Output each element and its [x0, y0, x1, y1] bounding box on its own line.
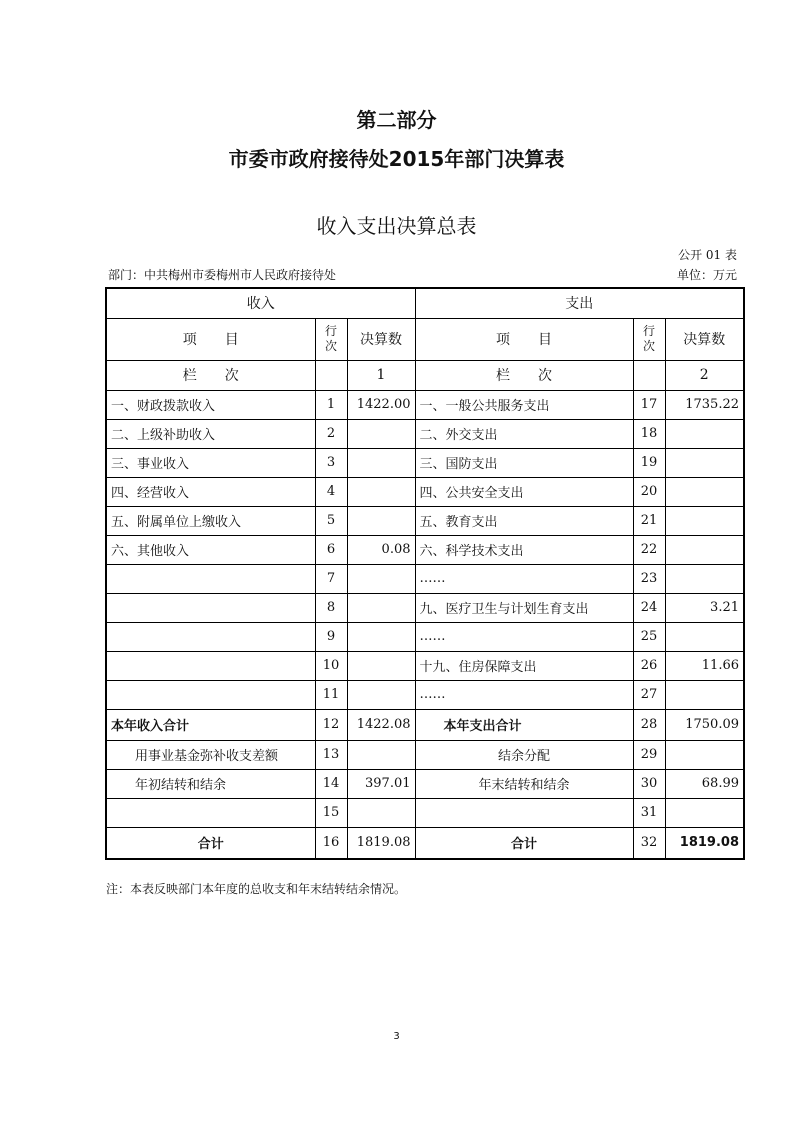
expense-rowno-cell: 31 [633, 798, 665, 827]
expense-lanci-label: 栏 次 [415, 360, 633, 390]
income-col-number: 1 [347, 360, 415, 390]
expense-lanci-blank [633, 360, 665, 390]
expense-item-cell: …… [415, 680, 633, 709]
part-title: 第二部分 [356, 108, 437, 132]
income-amount-col-header: 决算数 [347, 318, 415, 360]
expense-item-cell: 十九、住房保障支出 [415, 651, 633, 680]
income-amount-cell [347, 593, 415, 622]
expense-rowno-cell: 25 [633, 622, 665, 651]
table-row [106, 535, 744, 564]
page-number: 3 [393, 1031, 400, 1042]
income-amount-cell [347, 651, 415, 680]
income-lanci-blank [315, 360, 347, 390]
expense-amount-cell: 11.66 [665, 651, 744, 680]
column-number-row [106, 360, 744, 390]
income-amount-cell: 397.01 [347, 769, 415, 798]
expense-rowno-cell: 20 [633, 477, 665, 506]
expense-amount-cell [665, 477, 744, 506]
expense-rowno-cell: 21 [633, 506, 665, 535]
income-rowno-col-header [315, 318, 347, 360]
expense-rowno-cell: 32 [633, 827, 665, 859]
income-amount-cell: 1422.08 [347, 709, 415, 740]
income-header: 收入 [106, 288, 415, 318]
table-row [106, 622, 744, 651]
table-title: 收入支出决算总表 [316, 214, 477, 238]
income-amount-cell: 1422.00 [347, 390, 415, 419]
grand-total-row [106, 827, 744, 859]
expense-amount-cell: 1819.08 [665, 827, 744, 859]
table-row [106, 506, 744, 535]
unit-label: 单位：万元 [676, 268, 737, 282]
income-item-cell [106, 798, 315, 827]
income-rowno-cell: 12 [315, 709, 347, 740]
expense-amount-cell: 1735.22 [665, 390, 744, 419]
rowno-char-1: 行 [642, 324, 655, 338]
income-item-cell [106, 680, 315, 709]
subtotal-row [106, 709, 744, 740]
income-rowno-cell: 2 [315, 419, 347, 448]
income-rowno-cell: 11 [315, 680, 347, 709]
income-amount-cell: 1819.08 [347, 827, 415, 859]
expense-item-cell: 结余分配 [415, 740, 633, 769]
expense-item-col-header: 项 目 [415, 318, 633, 360]
income-rowno-cell: 16 [315, 827, 347, 859]
expense-rowno-cell: 28 [633, 709, 665, 740]
expense-rowno-cell: 18 [633, 419, 665, 448]
expense-item-cell [415, 798, 633, 827]
expense-amount-cell: 1750.09 [665, 709, 744, 740]
income-item-cell: 本年收入合计 [106, 709, 315, 740]
expense-item-cell: 四、公共安全支出 [415, 477, 633, 506]
expense-item-cell: …… [415, 622, 633, 651]
income-amount-cell [347, 477, 415, 506]
expense-amount-cell [665, 419, 744, 448]
expense-rowno-cell: 27 [633, 680, 665, 709]
income-item-cell: 一、财政拨款收入 [106, 390, 315, 419]
table-row [106, 477, 744, 506]
income-amount-cell [347, 506, 415, 535]
expense-amount-cell: 68.99 [665, 769, 744, 798]
income-rowno-cell: 4 [315, 477, 347, 506]
expense-item-cell: 一、一般公共服务支出 [415, 390, 633, 419]
table-row [106, 593, 744, 622]
expense-item-cell: 六、科学技术支出 [415, 535, 633, 564]
income-item-cell: 四、经营收入 [106, 477, 315, 506]
table-row [106, 448, 744, 477]
table-note: 注：本表反映部门本年度的总收支和年末结转结余情况。 [106, 882, 407, 896]
rowno-char-2: 次 [324, 339, 337, 353]
expense-item-cell: 三、国防支出 [415, 448, 633, 477]
income-amount-cell [347, 798, 415, 827]
document-title: 市委市政府接待处2015年部门决算表 [228, 147, 565, 171]
income-item-cell: 五、附属单位上缴收入 [106, 506, 315, 535]
expense-amount-cell [665, 680, 744, 709]
expense-amount-cell [665, 564, 744, 593]
income-rowno-cell: 3 [315, 448, 347, 477]
table-row [106, 798, 744, 827]
expense-header: 支出 [415, 288, 744, 318]
column-header-row [106, 318, 744, 360]
income-item-cell: 三、事业收入 [106, 448, 315, 477]
expense-item-cell: …… [415, 564, 633, 593]
table-row [106, 651, 744, 680]
table-row [106, 769, 744, 798]
income-rowno-cell: 7 [315, 564, 347, 593]
income-amount-cell [347, 419, 415, 448]
income-rowno-cell: 15 [315, 798, 347, 827]
income-amount-cell: 0.08 [347, 535, 415, 564]
income-rowno-cell: 13 [315, 740, 347, 769]
expense-item-cell: 九、医疗卫生与计划生育支出 [415, 593, 633, 622]
income-amount-cell [347, 564, 415, 593]
income-item-cell: 二、上级补助收入 [106, 419, 315, 448]
income-item-cell: 用事业基金弥补收支差额 [106, 740, 315, 769]
income-item-cell [106, 622, 315, 651]
income-amount-cell [347, 680, 415, 709]
expense-item-cell: 二、外交支出 [415, 419, 633, 448]
income-amount-cell [347, 622, 415, 651]
income-rowno-cell: 14 [315, 769, 347, 798]
expense-item-cell: 合计 [415, 827, 633, 859]
expense-rowno-cell: 29 [633, 740, 665, 769]
income-item-cell [106, 593, 315, 622]
income-item-cell [106, 564, 315, 593]
expense-rowno-cell: 17 [633, 390, 665, 419]
expense-rowno-col-header [633, 318, 665, 360]
income-rowno-cell: 8 [315, 593, 347, 622]
form-number: 公开 01 表 [678, 248, 737, 262]
rowno-char-1: 行 [324, 324, 337, 338]
expense-amount-cell: 3.21 [665, 593, 744, 622]
expense-item-cell: 年末结转和结余 [415, 769, 633, 798]
expense-amount-cell [665, 622, 744, 651]
expense-amount-cell [665, 740, 744, 769]
expense-amount-cell [665, 798, 744, 827]
department-label: 部门：中共梅州市委梅州市人民政府接待处 [108, 268, 337, 282]
expense-rowno-cell: 26 [633, 651, 665, 680]
table-row [106, 390, 744, 419]
income-rowno-cell: 5 [315, 506, 347, 535]
income-item-cell: 六、其他收入 [106, 535, 315, 564]
income-expense-table [105, 287, 745, 860]
expense-rowno-cell: 23 [633, 564, 665, 593]
expense-col-number: 2 [665, 360, 744, 390]
expense-amount-cell [665, 506, 744, 535]
section-header-row [106, 288, 744, 318]
income-amount-cell [347, 740, 415, 769]
income-rowno-cell: 6 [315, 535, 347, 564]
income-item-col-header: 项 目 [106, 318, 315, 360]
table-row [106, 419, 744, 448]
table-row [106, 564, 744, 593]
income-lanci-label: 栏 次 [106, 360, 315, 390]
table-row [106, 680, 744, 709]
rowno-char-2: 次 [642, 339, 655, 353]
income-item-cell [106, 651, 315, 680]
income-rowno-cell: 1 [315, 390, 347, 419]
income-amount-cell [347, 448, 415, 477]
expense-rowno-cell: 24 [633, 593, 665, 622]
income-rowno-cell: 10 [315, 651, 347, 680]
expense-amount-cell [665, 448, 744, 477]
income-item-cell: 年初结转和结余 [106, 769, 315, 798]
table-row [106, 740, 744, 769]
expense-rowno-cell: 19 [633, 448, 665, 477]
expense-rowno-cell: 30 [633, 769, 665, 798]
income-item-cell: 合计 [106, 827, 315, 859]
expense-item-cell: 五、教育支出 [415, 506, 633, 535]
expense-rowno-cell: 22 [633, 535, 665, 564]
expense-amount-cell [665, 535, 744, 564]
income-rowno-cell: 9 [315, 622, 347, 651]
expense-item-cell: 本年支出合计 [415, 709, 633, 740]
expense-amount-col-header: 决算数 [665, 318, 744, 360]
